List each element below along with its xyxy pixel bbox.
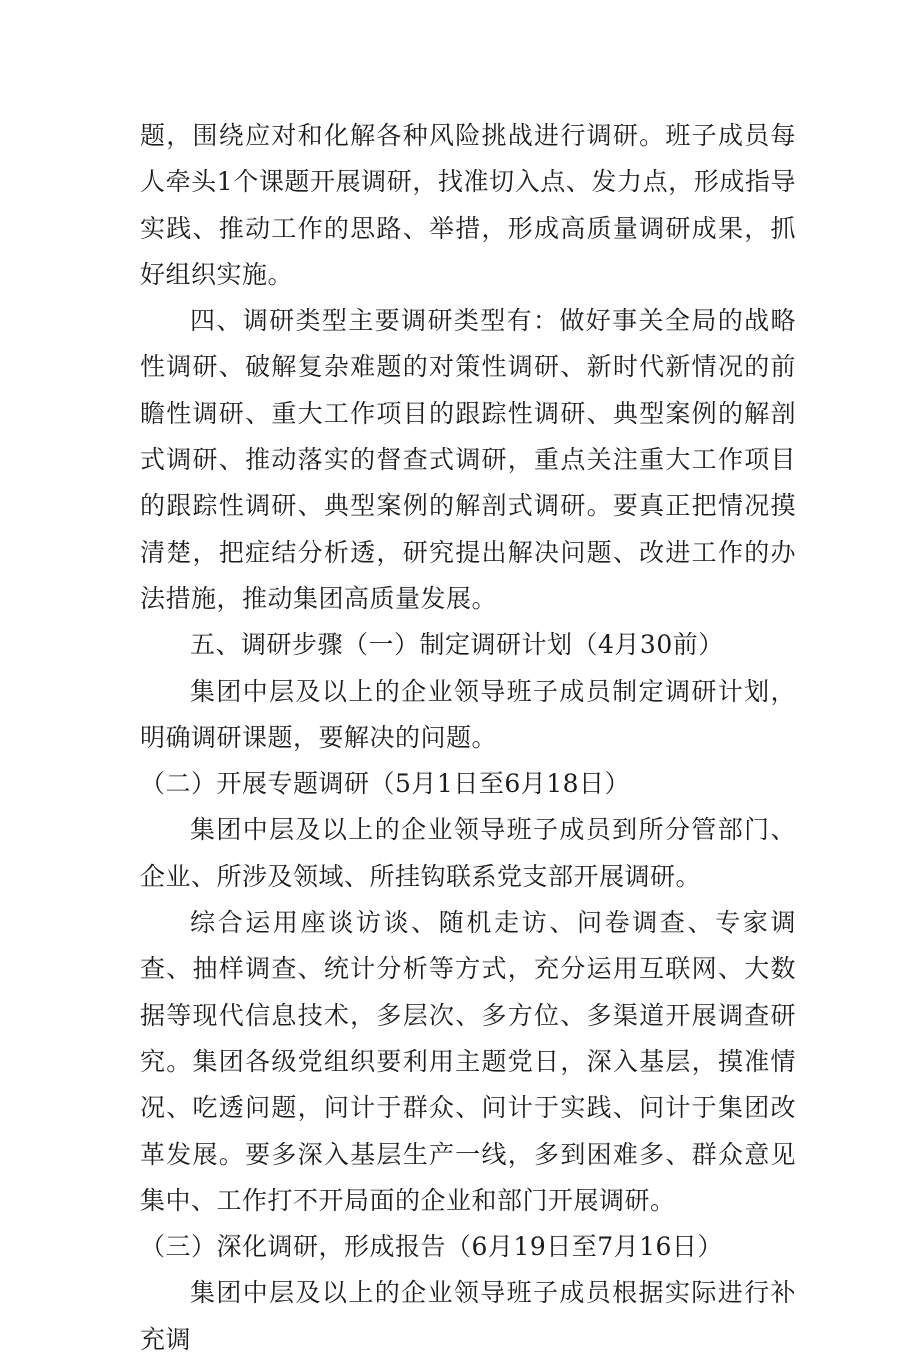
section-four-research-types: 四、调研类型主要调研类型有：做好事关全局的战略性调研、破解复杂难题的对策性调研、新时代新情况的前瞻性调研、重大工作项目的跟踪性调研、典型案例的解剖式调研、推动落实的督查式调研，重点关注重大工作项目的跟踪性调研、典型案例的解剖式调研。要真正把情况摸清楚，把症结分析透，研究提出解决问题、改进工作的办法措施，推动集团高质量发展。	[140, 306, 796, 613]
step-one-paragraph: 集团中层及以上的企业领导班子成员制定调研计划，明确调研课题，要解决的问题。	[140, 676, 796, 752]
step-two-paragraph-2: 综合运用座谈访谈、随机走访、问卷调查、专家调查、抽样调查、统计分析等方式，充分运用互联网、大数据等现代信息技术，多层次、多方位、多渠道开展调查研究。集团各级党组织要利用主题党日，深入基层，摸准情况、吃透问题，问计于群众、问计于实践、问计于集团改革发展。要多深入基层生产一线，多到困难多、群众意见集中、工作打不开局面的企业和部门开展调研。	[140, 908, 796, 1215]
step-three-paragraph: 集团中层及以上的企业领导班子成员根据实际进行补充调	[140, 1278, 796, 1354]
step-two-paragraph-1: 集团中层及以上的企业领导班子成员到所分管部门、企业、所涉及领域、所挂钩联系党支部开展调研。	[140, 815, 796, 891]
step-three-heading: （三）深化调研，形成报告（6月19日至7月16日）	[140, 1232, 723, 1262]
step-two-heading: （二）开展专题调研（5月1日至6月18日）	[140, 769, 631, 799]
section-five-research-steps-heading: 五、调研步骤（一）制定调研计划（4月30前）	[190, 630, 724, 660]
paragraph-continuation: 题，围绕应对和化解各种风险挑战进行调研。班子成员每人牵头1个课题开展调研，找准切入点、发力点，形成指导实践、推动工作的思路、举措，形成高质量调研成果，抓好组织实施。	[140, 121, 796, 289]
document-body	[140, 113, 796, 1363]
